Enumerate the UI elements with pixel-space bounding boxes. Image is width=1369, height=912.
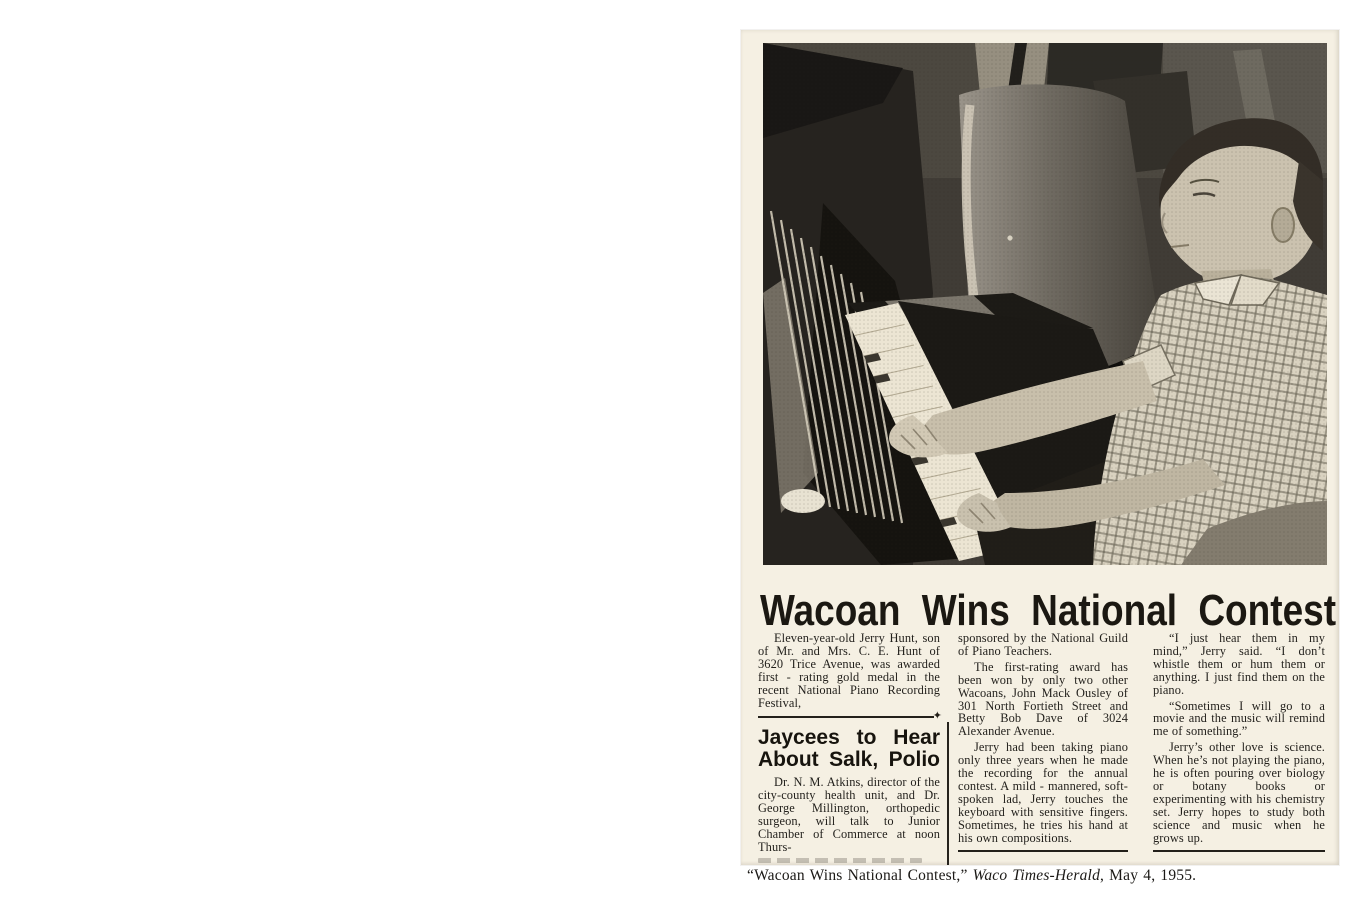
caption-source: Waco Times-Herald (972, 867, 1101, 884)
article-headline: Wacoan Wins National Contest (760, 586, 1337, 635)
sub-headline: Jaycees to Hear About Salk, Polio (758, 726, 940, 772)
cutoff-text-smudge (758, 858, 922, 863)
article-column-3 (1153, 632, 1325, 865)
paragraph: “Sometimes I will go to a movie and the music will remind me of something.” (1153, 698, 1325, 739)
article-column-1 (758, 632, 940, 865)
citation-caption (747, 867, 1307, 885)
caption-date: , May 4, 1955. (1100, 867, 1197, 884)
divider-rule (758, 716, 934, 718)
inter-column-rule (947, 722, 949, 865)
caption-title: “Wacoan Wins National Contest,” (747, 867, 973, 884)
article-columns (758, 632, 1325, 865)
piano-photo-illustration (763, 43, 1327, 565)
paragraph: sponsored by the National Guild of Piano Teachers. (958, 632, 1128, 658)
paragraph: Jerry had been taking piano only three years when he made the recording for the annual contest. A mild - mannered, soft-spoken lad, Jerry touches the keyboard with sensitive fingers. Sometimes, he tries his hand at his own compositions. (958, 740, 1128, 845)
paragraph: Jerry’s other love is science. When he’s not playing the piano, he is often pouring over biology or botany books or experimenting with his chemistry set. Jerry hopes to study both science and music when he grows up. (1153, 740, 1325, 845)
paragraph: The first-rating award has been won by only two other Wacoans, John Mack Ousley of 301 North Fortieth Street and Betty Bob Dave of 3024 Alexander Avenue. (958, 659, 1128, 739)
photo-boy-at-piano (763, 43, 1327, 565)
newspaper-clipping (741, 30, 1339, 865)
divider-ornament-icon: ✦ (932, 709, 942, 723)
paragraph: Eleven-year-old Jerry Hunt, son of Mr. and Mrs. C. E. Hunt of 3620 Trice Avenue, was awarded first - rating gold medal in the recent National Piano Recording Festival, (758, 632, 940, 710)
paragraph: Dr. N. M. Atkins, director of the city-county health unit, and Dr. George Millington, orthopedic surgeon, will talk to Junior Chamber of Commerce at noon Thurs- (758, 775, 940, 854)
column-end-rule (958, 850, 1128, 852)
paragraph: “I just hear them in my mind,” Jerry said. “I don’t whistle them or hum them or anything. I just find them on the piano. (1153, 632, 1325, 697)
column-end-rule (1153, 850, 1325, 852)
article-column-2 (958, 632, 1128, 865)
section-divider (758, 709, 942, 723)
